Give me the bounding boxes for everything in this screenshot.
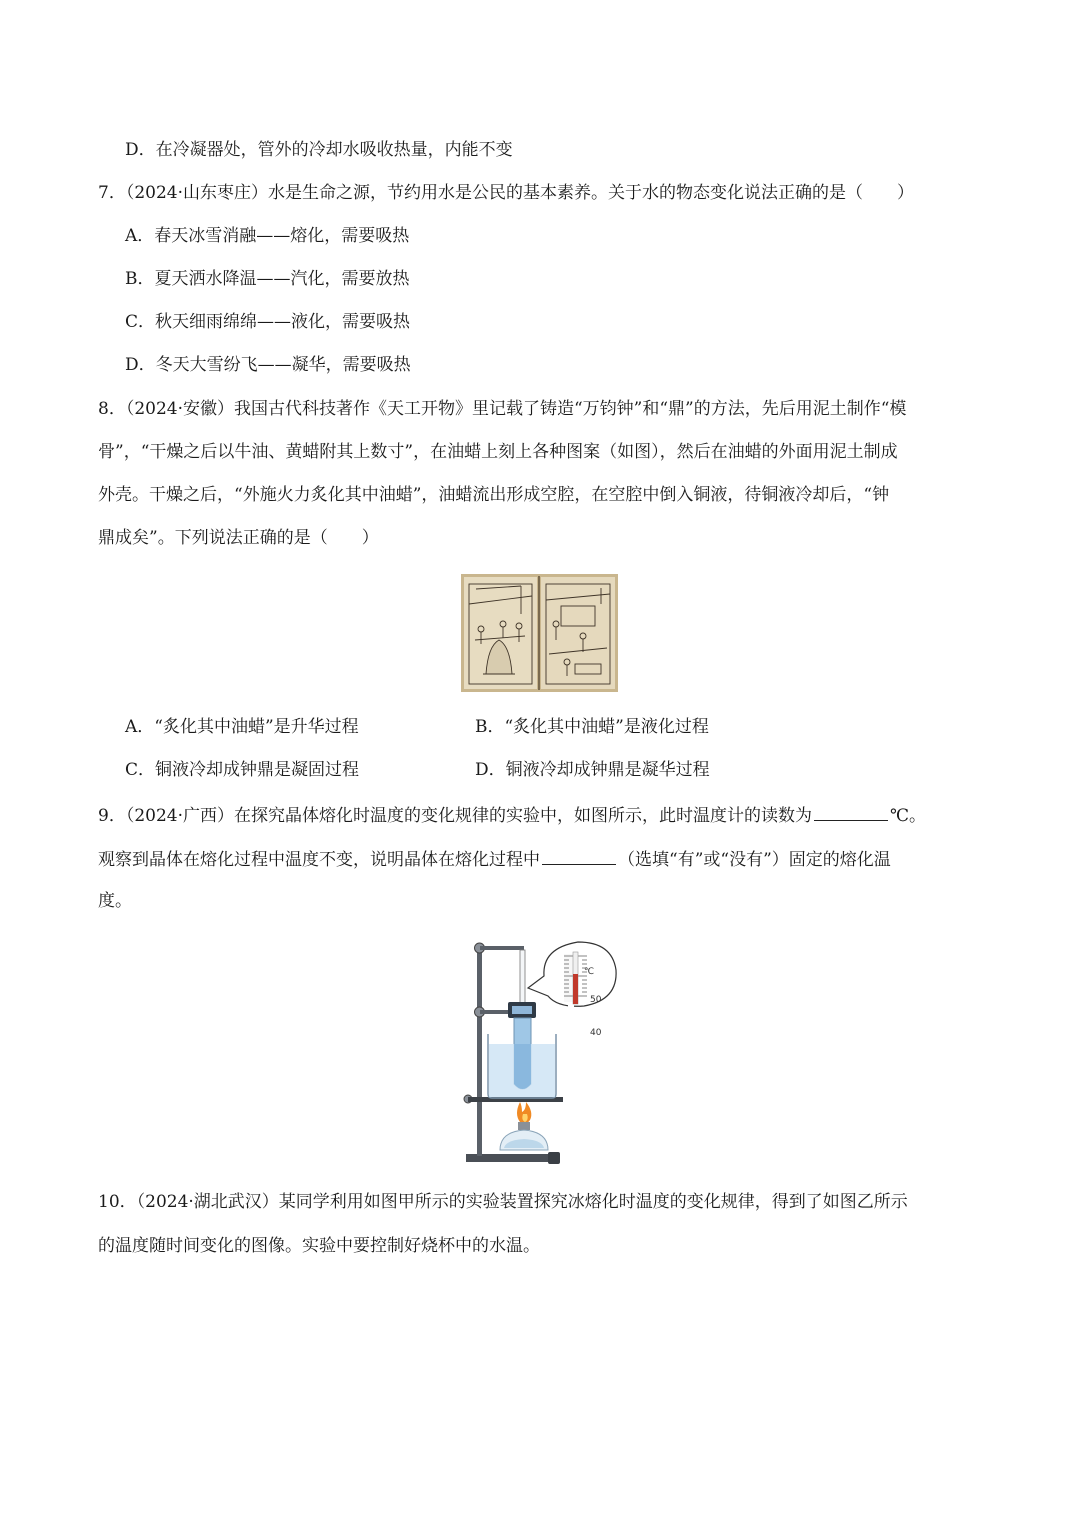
mercury-column	[573, 974, 578, 1004]
q9-line-2	[98, 846, 891, 872]
q9-line-1	[98, 802, 926, 828]
q8-option-b: B．“炙化其中油蜡”是液化过程	[475, 717, 709, 737]
q6-option-d: D．在冷凝器处，管外的冷却水吸收热量，内能不变	[125, 140, 513, 160]
q10-line-2: 的温度随时间变化的图像。实验中要控制好烧杯中的水温。	[98, 1236, 540, 1256]
q7-option-c: C．秋天细雨绵绵——液化，需要吸热	[125, 312, 411, 332]
q8-option-c: C．铜液冷却成钟鼎是凝固过程	[125, 760, 360, 780]
q7-option-b: B．夏天洒水降温——汽化，需要放热	[125, 269, 410, 289]
q9-unit: ℃。	[889, 806, 927, 826]
q7-stem: 7．（2024·山东枣庄）水是生命之源，节约用水是公民的基本素养。关于水的物态变化说法正确的是（ ）	[98, 183, 914, 203]
melting-experiment-figure	[460, 936, 625, 1168]
q7-option-a: A．春天冰雪消融——熔化，需要吸热	[125, 226, 410, 246]
q9-line-3: 度。	[98, 891, 132, 911]
q8-option-d: D．铜液冷却成钟鼎是凝华过程	[475, 760, 710, 780]
q8-stem-line-4: 鼎成矣”。下列说法正确的是（ ）	[98, 528, 379, 548]
q10-line-1: 10．（2024·湖北武汉）某同学利用如图甲所示的实验装置探究冰熔化时温度的变化规律，得到了如图乙所示	[98, 1192, 908, 1212]
q8-stem-line-1: 8．（2024·安徽）我国古代科技著作《天工开物》里记载了铸造“万钧钟”和“鼎”的方法，先后用泥土制作“模	[98, 399, 907, 419]
q8-stem-line-3: 外壳。干燥之后，“外施火力炙化其中油蜡”，油蜡流出形成空腔，在空腔中倒入铜液，待铜液冷却后，“钟	[98, 485, 890, 505]
q7-option-d: D．冬天大雪纷飞——凝华，需要吸热	[125, 355, 411, 375]
stand-rod	[477, 944, 482, 1156]
callout-unit: ℃	[584, 967, 595, 977]
q9-answer-blank-2[interactable]	[542, 846, 616, 865]
q8-option-a: A．“炙化其中油蜡”是升华过程	[125, 717, 359, 737]
callout-tick-40: 40	[590, 1028, 602, 1038]
q9-answer-blank-1[interactable]	[814, 802, 888, 821]
q9-line-2-text: 观察到晶体在熔化过程中温度不变，说明晶体在熔化过程中	[98, 850, 540, 870]
q9-line-1-text: 9．（2024·广西）在探究晶体熔化时温度的变化规律的实验中，如图所示，此时温度计的读数为	[98, 806, 812, 826]
callout-tick-50: 50	[590, 995, 602, 1005]
tiangong-kaiwu-book-figure	[461, 574, 618, 692]
q8-stem-line-2: 骨”，“干燥之后以牛油、黄蜡附其上数寸”，在油蜡上刻上各种图案（如图），然后在油蜡的外面用泥土制成	[98, 442, 898, 462]
q9-line-2-tail: （选填“有”或“没有”）固定的熔化温	[618, 850, 891, 870]
